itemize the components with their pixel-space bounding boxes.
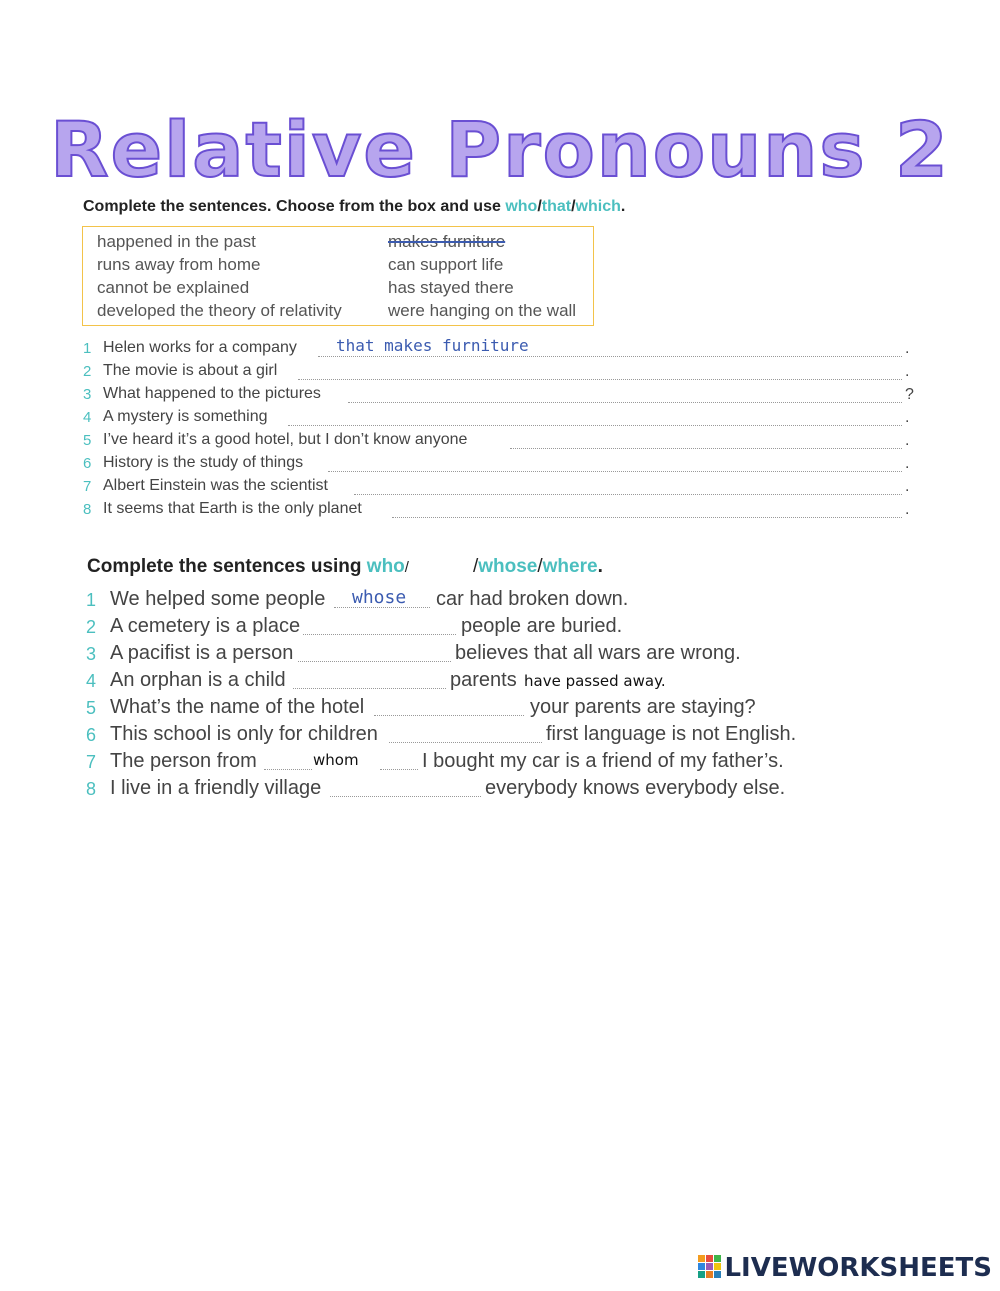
sentence-end: .: [905, 363, 910, 380]
sentence-text: The movie is about a girl: [103, 362, 278, 379]
box-phrase: developed the theory of relativity: [97, 301, 342, 320]
word-who: who: [505, 198, 538, 215]
sentence-end: .: [905, 455, 910, 472]
sentence-text: A mystery is something: [103, 408, 268, 425]
sentence-end: .: [905, 478, 910, 495]
answer-blank[interactable]: [392, 517, 902, 518]
sentence-text: History is the study of things: [103, 454, 304, 471]
separator: /: [537, 198, 542, 215]
item-number: 4: [86, 671, 97, 691]
box-phrase: runs away from home: [97, 255, 261, 274]
logo-text: LIVEWORKSHEETS: [724, 1253, 992, 1283]
answer-blank[interactable]: [354, 494, 902, 495]
sentence-end: .: [905, 340, 910, 357]
logo-blocks-icon: [698, 1255, 722, 1279]
answer-blank[interactable]: [264, 769, 312, 770]
item-number: 3: [86, 644, 97, 664]
sentence-start: This school is only for children: [110, 723, 378, 745]
instruction-end: .: [597, 556, 603, 577]
item-number: 6: [86, 725, 97, 745]
instruction-end: .: [620, 198, 626, 215]
sentence-end: .: [905, 501, 910, 518]
sentence-end: .: [905, 409, 910, 426]
sentence-start: An orphan is a child: [110, 669, 286, 691]
item-number: 5: [86, 698, 97, 718]
sentence-end: people are buried.: [461, 615, 623, 637]
sentence-text: What happened to the pictures: [103, 385, 321, 402]
sentence-end: parents: [450, 669, 517, 691]
box-phrase: can support life: [388, 255, 504, 274]
sentence-start: We helped some people: [110, 588, 326, 610]
answer-blank[interactable]: [318, 356, 902, 357]
box-phrase: happened in the past: [97, 232, 256, 251]
sentence-text: Helen works for a company: [103, 339, 297, 356]
answer-blank[interactable]: [303, 634, 456, 635]
separator: /: [404, 559, 409, 576]
exercise-2-instruction: [87, 556, 603, 578]
sentence-end: .: [905, 432, 910, 449]
box-phrase-crossed-out: makes furniture: [388, 232, 506, 251]
word-where: where: [542, 556, 598, 577]
sentence-end: everybody knows everybody else.: [485, 777, 786, 799]
word-who: who: [366, 556, 405, 577]
typed-answer[interactable]: have passed away.: [524, 672, 666, 690]
box-phrase: were hanging on the wall: [388, 301, 577, 320]
answer-blank[interactable]: [330, 796, 481, 797]
answer-blank[interactable]: [298, 661, 451, 662]
word-which: which: [575, 198, 621, 215]
separator: /: [472, 556, 479, 577]
sentence-text: It seems that Earth is the only planet: [103, 500, 362, 517]
sentence-end: believes that all wars are wrong.: [455, 642, 741, 664]
answer-blank[interactable]: [298, 379, 902, 380]
sentence-start: A pacifist is a person: [110, 642, 294, 664]
word-box: [82, 226, 594, 326]
sentence-start: I live in a friendly village: [110, 777, 322, 799]
item-number: 4: [83, 409, 92, 426]
box-phrase: cannot be explained: [97, 278, 250, 297]
sentence-text: Albert Einstein was the scientist: [103, 477, 328, 494]
word-that: that: [541, 198, 572, 215]
item-number: 1: [83, 340, 92, 357]
item-number: 1: [86, 590, 97, 610]
item-number: 8: [83, 501, 92, 518]
separator: /: [571, 198, 576, 215]
sentence-end: first language is not English.: [546, 723, 797, 745]
item-number: 5: [83, 432, 92, 449]
handwritten-answer[interactable]: that makes furniture: [336, 336, 529, 355]
item-number: 7: [83, 478, 92, 495]
liveworksheets-logo[interactable]: [698, 1253, 992, 1283]
sentence-end: I bought my car is a friend of my father’s.: [422, 750, 784, 772]
box-phrase: has stayed there: [388, 278, 514, 297]
item-number: 2: [86, 617, 97, 637]
answer-blank[interactable]: [374, 715, 524, 716]
answer-blank[interactable]: [380, 769, 418, 770]
item-number: 7: [86, 752, 97, 772]
sentence-end: car had broken down.: [436, 588, 629, 610]
typed-answer[interactable]: whom: [313, 751, 359, 769]
instruction-text: Complete the sentences using: [87, 556, 367, 577]
exercise-1-instruction: [83, 198, 625, 216]
answer-blank[interactable]: [328, 471, 902, 472]
instruction-text: Complete the sentences. Choose from the box and use: [83, 198, 506, 215]
sentence-end: your parents are staying?: [530, 696, 756, 718]
word-whose: whose: [478, 556, 538, 577]
answer-blank[interactable]: [348, 402, 902, 403]
item-number: 8: [86, 779, 97, 799]
item-number: 3: [83, 386, 92, 403]
answer-blank[interactable]: [389, 742, 542, 743]
answer-blank[interactable]: [510, 448, 902, 449]
page-title: Relative Pronouns 2: [50, 105, 950, 194]
sentence-start: The person from: [110, 750, 257, 772]
separator: /: [537, 556, 543, 577]
sentence-end: ?: [905, 386, 914, 403]
sentence-start: What’s the name of the hotel: [110, 696, 365, 718]
sentence-start: A cemetery is a place: [110, 615, 301, 637]
item-number: 2: [83, 363, 92, 380]
answer-blank[interactable]: [288, 425, 902, 426]
item-number: 6: [83, 455, 92, 472]
sentence-text: I’ve heard it’s a good hotel, but I don’t know anyone: [103, 431, 468, 448]
answer-blank[interactable]: [293, 688, 446, 689]
handwritten-answer[interactable]: whose: [352, 587, 407, 608]
